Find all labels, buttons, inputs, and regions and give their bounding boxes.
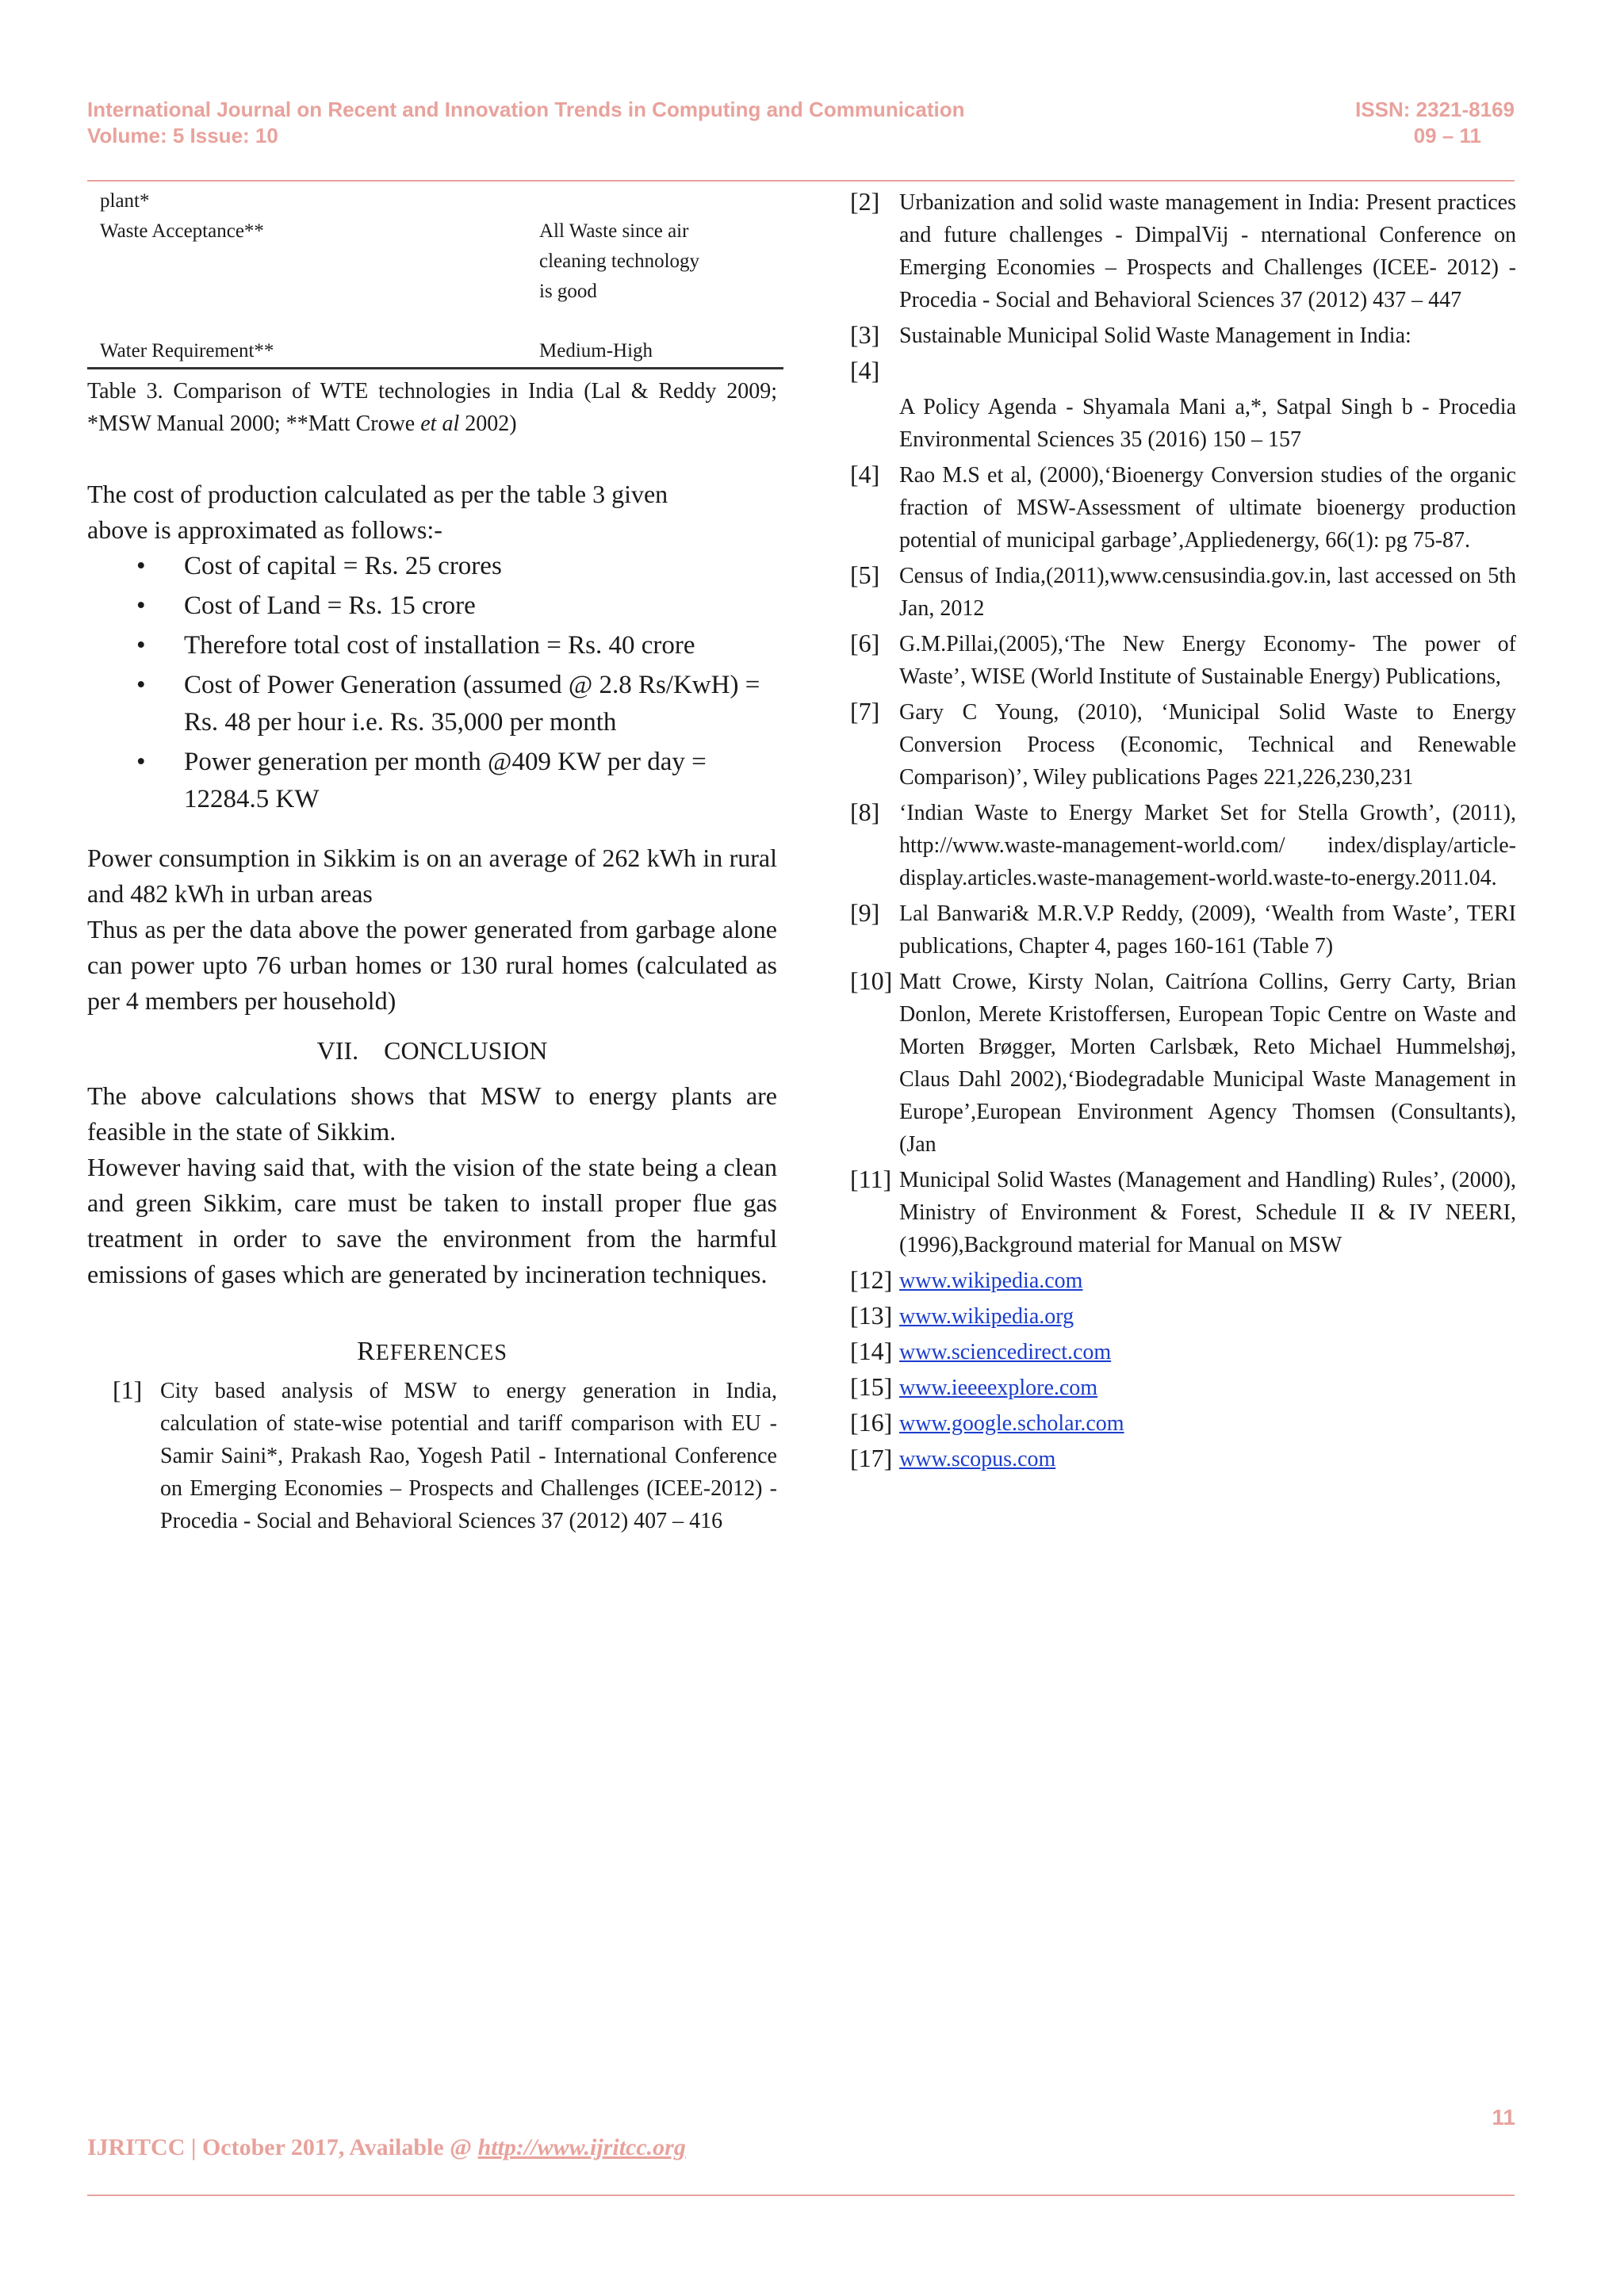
reference-item [850, 560, 1516, 625]
table-bottom-rule [87, 367, 783, 369]
bullet-item [87, 548, 777, 585]
references-heading-rest: EFERENCES [375, 1341, 508, 1365]
reference-link[interactable]: www.scopus.com [899, 1447, 1056, 1471]
reference-text: Census of India,(2011),www.censusindia.gov.in, last accessed on 5th Jan, 2012 [899, 564, 1516, 621]
reference-text: Municipal Solid Wastes (Management and Handling) Rules’, (2000), Ministry of Environment & Forest, Schedule II & IV NEERI, (1996),Background material for Manual on MSW [899, 1168, 1516, 1257]
reference-text: City based analysis of MSW to energy generation in India, calculation of state-wise potential and tariff comparison with EU - Samir Saini*, Prakash Rao, Yogesh Patil - International Conference on Emerging Economies – Prospects and Challenges (ICEE-2012) - Procedia - Social and Behavioral Sciences 37 (2012) 407 – 416 [160, 1379, 777, 1533]
reference-item [850, 1336, 1516, 1368]
conclusion-heading: VII. CONCLUSION [316, 1036, 548, 1065]
running-header [87, 97, 1515, 122]
bullet-dot: • [136, 631, 146, 660]
footer-rule [87, 2195, 1515, 2196]
reference-number: [14] [850, 1337, 893, 1365]
footer [87, 2134, 686, 2161]
reference-number: [7] [850, 697, 880, 725]
reference-number: [5] [850, 561, 880, 589]
reference-text: Gary C Young, (2010), ‘Municipal Solid Waste to Energy Conversion Process (Economic, Technical and Renewable Comparison)’, Wiley publications Pages 221,226,230,231 [899, 700, 1516, 790]
bullet-text: Cost of Land = Rs. 15 crore [184, 591, 476, 620]
table-cell: Medium-High [539, 340, 653, 362]
reference-number: [6] [850, 629, 880, 657]
reference-number: [16] [850, 1408, 893, 1437]
bullet-item [87, 667, 777, 741]
page-number: 11 [1492, 2105, 1515, 2130]
bullet-dot: • [136, 671, 146, 699]
reference-item [850, 897, 1516, 962]
bullet-text: Therefore total cost of installation = Rs. 40 crore [184, 631, 695, 660]
reference-item [87, 1375, 777, 1537]
reference-link[interactable]: www.google.scholar.com [899, 1411, 1124, 1436]
reference-item [850, 320, 1516, 352]
bullet-text: Power generation per month @409 KW per day = 12284.5 KW [184, 748, 707, 813]
reference-number: [10] [850, 966, 893, 995]
reference-number: [4] [850, 356, 880, 385]
reference-number: [17] [850, 1444, 893, 1472]
bullet-item [87, 744, 777, 818]
reference-number: [13] [850, 1301, 893, 1330]
header-rule [87, 180, 1515, 182]
conclusion-paragraph-1: The above calculations shows that MSW to energy plants are feasible in the state of Sikkim. [87, 1081, 777, 1146]
thus-paragraph: Thus as per the data above the power generated from garbage alone can power upto 76 urban homes or 130 rural homes (calculated as per 4 members per household) [87, 915, 777, 1015]
reference-number: [11] [850, 1165, 892, 1193]
comparison-table-fragment [87, 186, 783, 370]
right-column [850, 186, 1516, 1479]
reference-text: G.M.Pillai,(2005),‘The New Energy Economy- The power of Waste’, WISE (World Institute of Sustainable Energy) Publications, [899, 632, 1516, 689]
references-heading-cap: R [357, 1337, 376, 1366]
bullet-item [87, 587, 777, 625]
reference-link[interactable]: www.wikipedia.com [899, 1269, 1083, 1293]
reference-number: [4] [850, 460, 880, 488]
reference-text: Urbanization and solid waste management in India: Present practices and future challenges - DimpalVij - nternational Conference on Emerging Economies – Prospects and Challenges (ICEE- 2012) - Procedia - Social and Behavioral Sciences 37 (2012) 437 – 447 [899, 190, 1516, 312]
reference-item [850, 1372, 1516, 1404]
caption-text-end: 2002) [459, 411, 517, 436]
reference-item [850, 797, 1516, 894]
reference-number: [2] [850, 187, 880, 216]
bullet-dot: • [136, 591, 146, 620]
reference-item [850, 966, 1516, 1161]
caption-text: Table 3. Comparison of WTE technologies in India (Lal & Reddy 2009; *MSW Manual 2000; **Matt Crowe [87, 379, 777, 436]
reference-text: ‘Indian Waste to Energy Market Set for Stella Growth’, (2011), http://www.waste-management-world.com/ index/display/article- display.articles.waste-management-world.waste-to-energy.2011.04. [899, 801, 1516, 890]
table-cell: cleaning technology [539, 251, 700, 272]
page-range: 09 – 11 [1413, 124, 1481, 147]
table-cell: Water Requirement** [100, 340, 274, 362]
references-right [850, 186, 1516, 1261]
reference-item [850, 391, 1516, 456]
reference-text: Rao M.S et al, (2000),‘Bioenergy Conversion studies of the organic fraction of MSW-Assessment of ultimate bioenergy production potential of municipal garbage’,Appliedenergy, 66(1): pg 75-87. [899, 463, 1516, 553]
conclusion-paragraph-2: However having said that, with the vision of the state being a clean and green Sikkim, care must be taken to install proper flue gas treatment in order to save the environment from the harmful emissions of gases which are generated by incineration techniques. [87, 1153, 777, 1288]
reference-text: A Policy Agenda - Shyamala Mani a,*, Satpal Singh b - Procedia Environmental Sciences 35 (2016) 150 – 157 [899, 395, 1516, 452]
reference-item [850, 1265, 1516, 1297]
cost-intro: The cost of production calculated as per the table 3 given above is approximated as follows:- [87, 480, 668, 544]
reference-number: [3] [850, 320, 880, 349]
reference-item [850, 1164, 1516, 1261]
power-paragraph: Power consumption in Sikkim is on an average of 262 kWh in rural and 482 kWh in urban areas [87, 844, 777, 908]
issn: ISSN: 2321-8169 [1355, 98, 1515, 121]
references-links [850, 1265, 1516, 1475]
reference-item [850, 459, 1516, 557]
bullet-dot: • [136, 748, 146, 776]
journal-title: International Journal on Recent and Innovation Trends in Computing and Communication [87, 98, 965, 121]
reference-item [850, 1407, 1516, 1440]
bullet-text: Cost of Power Generation (assumed @ 2.8 Rs/KwH) = Rs. 48 per hour i.e. Rs. 35,000 per month [184, 671, 760, 737]
reference-item [850, 355, 1516, 388]
reference-link[interactable]: www.sciencedirect.com [899, 1340, 1112, 1364]
reference-number: [1] [113, 1376, 143, 1404]
footer-link[interactable]: http://www.ijritcc.org [477, 2134, 686, 2160]
reference-number: [12] [850, 1265, 893, 1294]
reference-link[interactable]: www.ieeeexplore.com [899, 1376, 1098, 1400]
cost-bullet-list [87, 548, 777, 818]
references-heading [87, 1337, 777, 1367]
reference-text: Lal Banwari& M.R.V.P Reddy, (2009), ‘Wealth from Waste’, TERI publications, Chapter 4, pages 160-161 (Table 7) [899, 901, 1516, 959]
reference-number: [9] [850, 898, 880, 927]
running-header-line2 [87, 123, 1515, 148]
reference-item [850, 1443, 1516, 1475]
footer-text: IJRITCC | October 2017, Available @ [87, 2134, 478, 2160]
caption-italic: et al [420, 411, 460, 436]
volume-issue: Volume: 5 Issue: 10 [87, 124, 278, 147]
bullet-item [87, 627, 777, 664]
table-cell: is good [539, 281, 597, 302]
bullet-dot: • [136, 552, 146, 580]
table-caption [87, 375, 777, 440]
left-column [87, 186, 777, 1540]
reference-number: [8] [850, 798, 880, 826]
reference-item [850, 1300, 1516, 1333]
reference-number: [15] [850, 1372, 893, 1401]
table-cell: All Waste since air [539, 220, 689, 242]
reference-text: Matt Crowe, Kirsty Nolan, Caitríona Collins, Gerry Carty, Brian Donlon, Merete Kristoffersen, European Topic Centre on Waste and Morten Brøgger, Morten Carlsbæk, Reto Michael Hummelshøj, Claus Dahl 2002),‘Biodegradable Municipal Waste Management in Europe’,European Environment Agency Thomsen (Consultants), (Jan [899, 970, 1516, 1157]
references-left [87, 1375, 777, 1537]
reference-link[interactable]: www.wikipedia.org [899, 1304, 1074, 1329]
table-cell: plant* [100, 190, 150, 212]
table-cell: Waste Acceptance** [100, 220, 264, 242]
reference-item [850, 186, 1516, 316]
reference-item [850, 696, 1516, 794]
reference-item [850, 628, 1516, 693]
reference-text: Sustainable Municipal Solid Waste Management in India: [899, 323, 1411, 348]
bullet-text: Cost of capital = Rs. 25 crores [184, 552, 502, 580]
